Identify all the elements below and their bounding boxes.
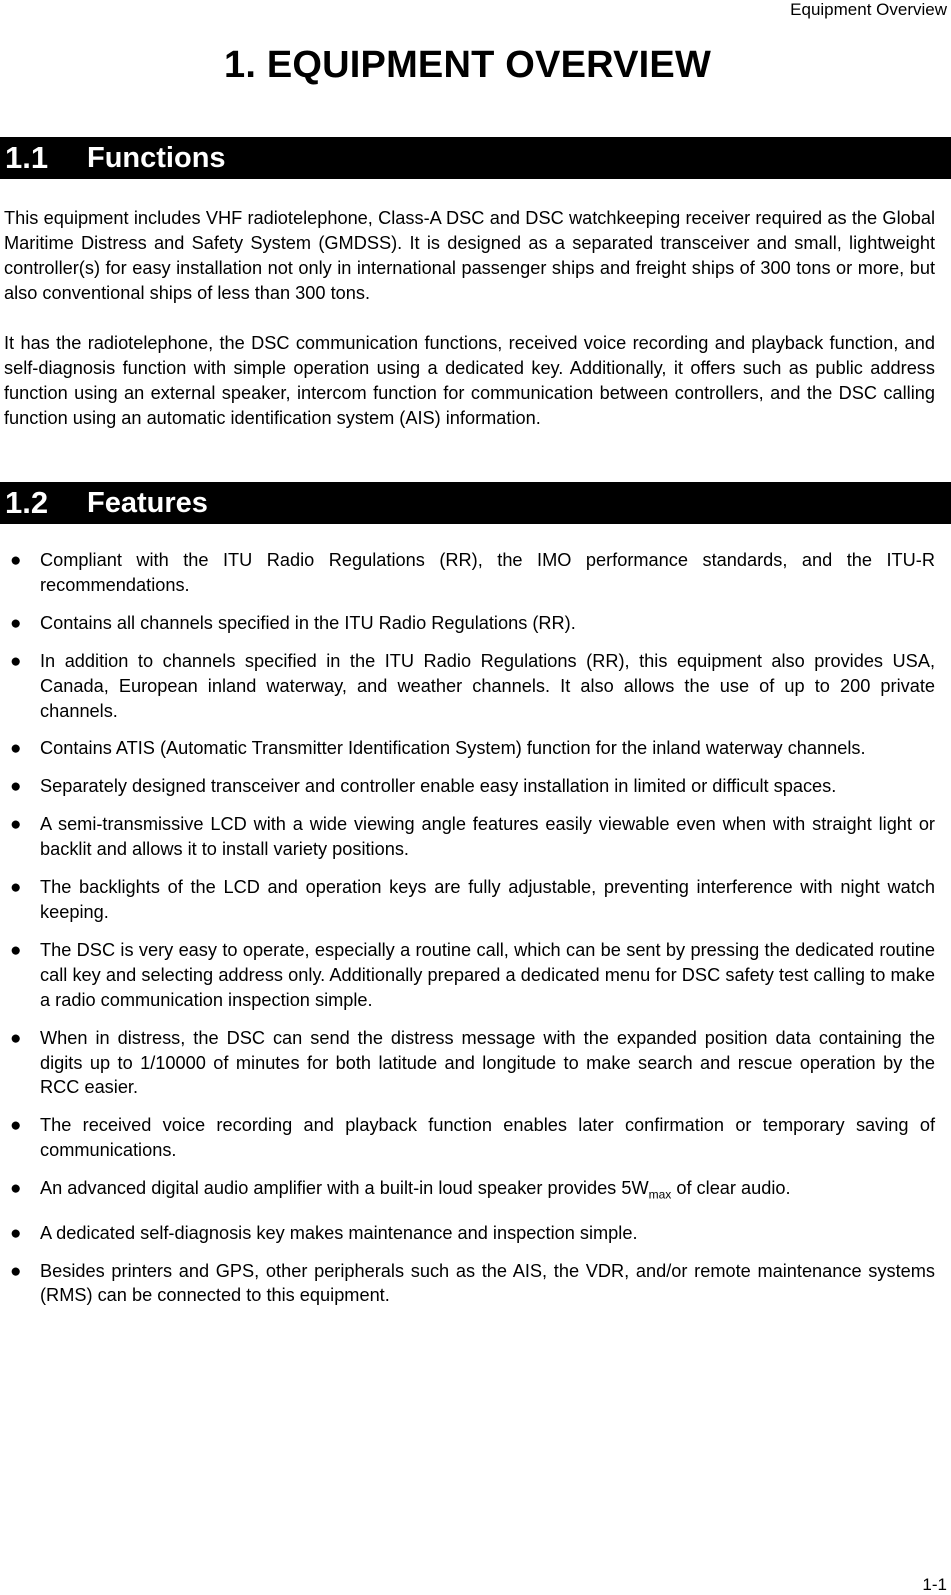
chapter-title: 1. EQUIPMENT OVERVIEW: [223, 44, 712, 86]
functions-paragraph-2: [4, 331, 935, 431]
list-item: [0, 1221, 935, 1246]
bullet-icon: ●: [10, 738, 22, 760]
bullet-icon: ●: [10, 550, 22, 571]
list-item: [0, 1026, 935, 1101]
list-item: [0, 812, 935, 862]
list-item: [0, 875, 935, 925]
bullet-icon: ●: [10, 650, 22, 672]
section-number: 1.1: [5, 140, 49, 175]
running-header: Equipment Overview: [790, 0, 947, 19]
bullet-icon: ●: [10, 1260, 22, 1282]
list-item-text: Besides printers and GPS, other peripherals such as the AIS, the VDR, and/or remote maintenance systems (RMS) can be connected to this equipment.: [40, 1260, 935, 1306]
section-heading-features: [0, 482, 951, 524]
paragraph: This equipment includes VHF radiotelephone, Class-A DSC and DSC watchkeeping receiver required as the Global Maritime Distress and Safety System (GMDSS). It is designed as a separated transceiver and small, lightweight controller(s) for easy installation not only in international passenger ships and freight ships of 300 tons or more, but also conventional ships of less than 300 tons.: [4, 208, 935, 303]
list-item: [0, 1176, 935, 1208]
list-item-text: Separately designed transceiver and controller enable easy installation in limited or difficult spaces.: [40, 776, 837, 797]
bullet-icon: ●: [10, 1115, 22, 1137]
list-item: [0, 774, 935, 799]
functions-paragraph-1: [4, 206, 935, 306]
list-item-text: The backlights of the LCD and operation keys are fully adjustable, preventing interference with night watch keeping.: [40, 877, 935, 922]
list-item-text: The received voice recording and playback function enables later confirmation or temporary saving of communications.: [40, 1115, 935, 1161]
list-item-text: In addition to channels specified in the ITU Radio Regulations (RR), this equipment also provides USA, Canada, European inland waterway, and weather channels. It also allows the use of up to 200 private channels.: [40, 650, 935, 721]
list-item: [0, 611, 935, 636]
bullet-icon: ●: [10, 1027, 22, 1049]
features-list: [0, 548, 935, 1308]
list-item-text: A semi-transmissive LCD with a wide viewing angle features easily viewable even when with straight light or backlit and allows it to install variety positions.: [40, 814, 935, 860]
list-item: [0, 1259, 935, 1309]
list-item-text-suffix: of clear audio.: [671, 1178, 791, 1199]
list-item: [0, 1113, 935, 1163]
list-item: [0, 938, 935, 1013]
section-heading-functions: [0, 137, 951, 179]
bullet-icon: ●: [10, 1178, 22, 1200]
subscript-max: max: [648, 1187, 672, 1202]
list-item-text: Contains ATIS (Automatic Transmitter Identification System) function for the inland waterway channels.: [40, 738, 866, 759]
section-title: Functions: [87, 141, 226, 174]
bullet-icon: ●: [10, 776, 22, 798]
list-item-text: Contains all channels specified in the ITU Radio Regulations (RR).: [40, 612, 576, 633]
list-item-text: The DSC is very easy to operate, especially a routine call, which can be sent by pressing the dedicated routine call key and selecting address only. Additionally prepared a dedicated menu for DSC safety test calling to make a radio communication inspection simple.: [40, 939, 935, 1010]
list-item-text: An advanced digital audio amplifier with a built-in loud speaker provides 5W: [40, 1178, 649, 1199]
list-item-text: Compliant with the ITU Radio Regulations (RR), the IMO performance standards, and the ITU-R recommendations.: [40, 550, 935, 595]
bullet-icon: ●: [10, 814, 22, 836]
list-item-text: A dedicated self-diagnosis key makes maintenance and inspection simple.: [40, 1222, 638, 1243]
list-item-text: When in distress, the DSC can send the distress message with the expanded position data containing the digits up to 1/10000 of minutes for both latitude and longitude to make search and rescue operation by the RCC easier.: [40, 1027, 935, 1098]
list-item: [0, 649, 935, 724]
list-item: [0, 548, 935, 598]
section-number: 1.2: [5, 485, 49, 520]
bullet-icon: ●: [10, 612, 22, 634]
bullet-icon: ●: [10, 877, 22, 899]
paragraph: It has the radiotelephone, the DSC communication functions, received voice recording and playback function, and self-diagnosis function with simple operation using a dedicated key. Additionally, it offers such as public address function using an external speaker, intercom function for communication between controllers, and the DSC calling function using an automatic identification system (AIS) information.: [4, 333, 935, 428]
section-title: Features: [87, 486, 208, 519]
bullet-icon: ●: [10, 939, 22, 961]
bullet-icon: ●: [10, 1222, 22, 1244]
list-item: [0, 736, 935, 761]
page-number: 1-1: [922, 1575, 947, 1594]
